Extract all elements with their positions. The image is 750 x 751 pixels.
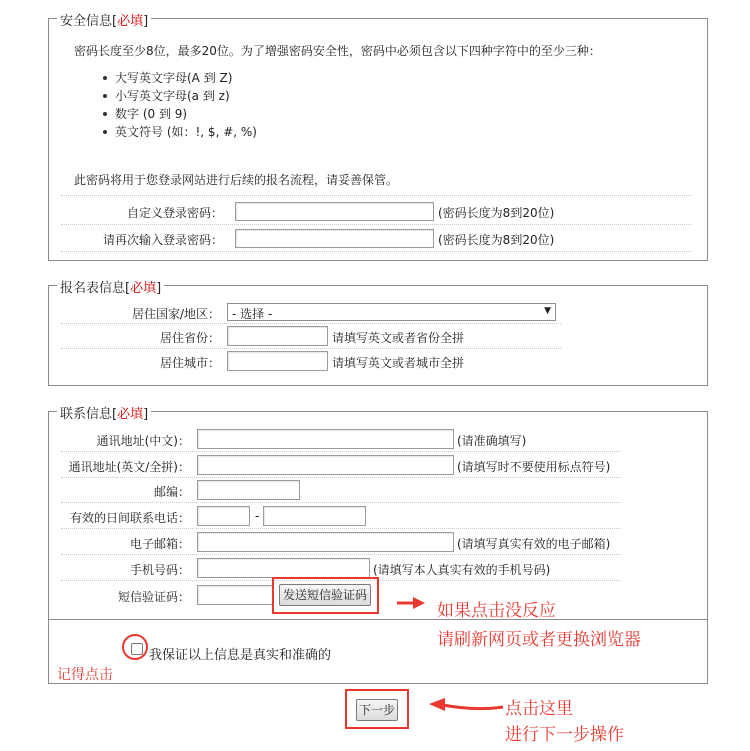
province-hint: 请填写英文或者省份全拼 <box>332 331 465 345</box>
country-select[interactable] <box>227 303 556 321</box>
password-rule: 小写英文字母(a 到 z) <box>101 87 257 105</box>
email-input[interactable] <box>197 532 454 552</box>
dropdown-arrow-icon: ▼ <box>544 306 551 316</box>
phone-area-input[interactable] <box>197 506 250 526</box>
city-hint: 请填写英文或者城市全拼 <box>332 356 465 370</box>
divider <box>61 528 621 529</box>
divider <box>61 477 621 478</box>
send-sms-code-button[interactable]: 发送短信验证码 <box>279 584 371 606</box>
arrow-right-icon <box>395 595 427 611</box>
phone-number-input[interactable] <box>263 506 366 526</box>
next-step-button[interactable]: 下一步 <box>356 699 398 721</box>
email-hint: (请填写真实有效的电子邮箱) <box>457 537 611 551</box>
phone-separator: - <box>255 509 260 523</box>
arrow-left-icon <box>425 694 507 716</box>
checkbox-highlight-circle <box>122 634 148 660</box>
country-label: 居住国家/地区： <box>131 307 220 321</box>
password-rule: 数字 (0 到 9) <box>101 105 257 123</box>
city-input[interactable] <box>227 351 328 371</box>
email-label: 电子邮箱： <box>129 537 190 551</box>
password-hint: (密码长度为8到20位) <box>438 206 555 220</box>
province-input[interactable] <box>227 326 328 346</box>
mobile-hint: (请填写本人真实有效的手机号码) <box>373 563 551 577</box>
confirm-password-hint: (密码长度为8到20位) <box>438 233 555 247</box>
divider <box>61 554 621 555</box>
next-step-annotation: 进行下一步操作 <box>505 725 624 745</box>
address-en-hint: (请填写时不要使用标点符号) <box>457 460 611 474</box>
address-en-label: 通讯地址(英文/全拼)： <box>68 460 190 474</box>
contact-info-section <box>48 407 708 620</box>
address-cn-label: 通讯地址(中文)： <box>96 434 190 448</box>
password-rule: 英文符号 (如：!, $, #, %) <box>101 123 257 141</box>
mobile-label: 手机号码： <box>129 563 190 577</box>
divider <box>61 251 691 252</box>
divider <box>61 224 691 225</box>
password-label: 自定义登录密码： <box>126 206 223 220</box>
country-select-value: - 选择 - <box>232 307 273 321</box>
sms-button-highlight <box>272 577 379 614</box>
divider <box>61 451 621 452</box>
confirm-password-input[interactable] <box>235 229 434 248</box>
click-here-annotation: 点击这里 <box>505 699 573 719</box>
phone-label: 有效的日间联系电话： <box>69 511 190 525</box>
address-cn-hint: (请准确填写) <box>457 434 527 448</box>
postcode-label: 邮编： <box>153 485 190 499</box>
password-rules-list <box>101 69 257 141</box>
confirm-checkbox-label: 我保证以上信息是真实和准确的 <box>149 648 332 663</box>
security-info-legend: 安全信息[必填] <box>57 10 151 29</box>
divider <box>61 502 621 503</box>
address-cn-input[interactable] <box>197 429 454 449</box>
divider <box>61 323 561 324</box>
registration-info-legend: 报名表信息[必填] <box>57 277 164 296</box>
divider <box>61 348 561 349</box>
mobile-input[interactable] <box>197 558 370 578</box>
no-response-annotation-line1: 如果点击没反应 <box>437 601 556 621</box>
password-requirements-intro: 密码长度至少8位，最多20位。为了增强密码安全性，密码中必须包含以下四种字符中的至少三种： <box>74 44 601 58</box>
registration-info-section <box>48 281 708 386</box>
security-info-section <box>48 14 708 261</box>
contact-info-legend: 联系信息[必填] <box>57 403 151 422</box>
no-response-annotation-line2: 请刷新网页或者更换浏览器 <box>437 630 641 650</box>
divider <box>61 195 691 196</box>
remember-click-annotation: 记得点击 <box>57 667 113 683</box>
address-en-input[interactable] <box>197 455 454 475</box>
password-usage-note: 此密码将用于您登录网站进行后续的报名流程，请妥善保管。 <box>74 173 399 187</box>
password-rule: 大写英文字母(A 到 Z) <box>101 69 257 87</box>
next-button-highlight <box>345 689 409 729</box>
confirm-password-label: 请再次输入登录密码： <box>102 233 223 247</box>
city-label: 居住城市： <box>159 356 220 370</box>
postcode-input[interactable] <box>197 480 300 500</box>
sms-code-input[interactable] <box>197 585 273 605</box>
password-input[interactable] <box>235 202 434 221</box>
sms-code-label: 短信验证码： <box>117 590 190 604</box>
province-label: 居住省份： <box>159 331 220 345</box>
